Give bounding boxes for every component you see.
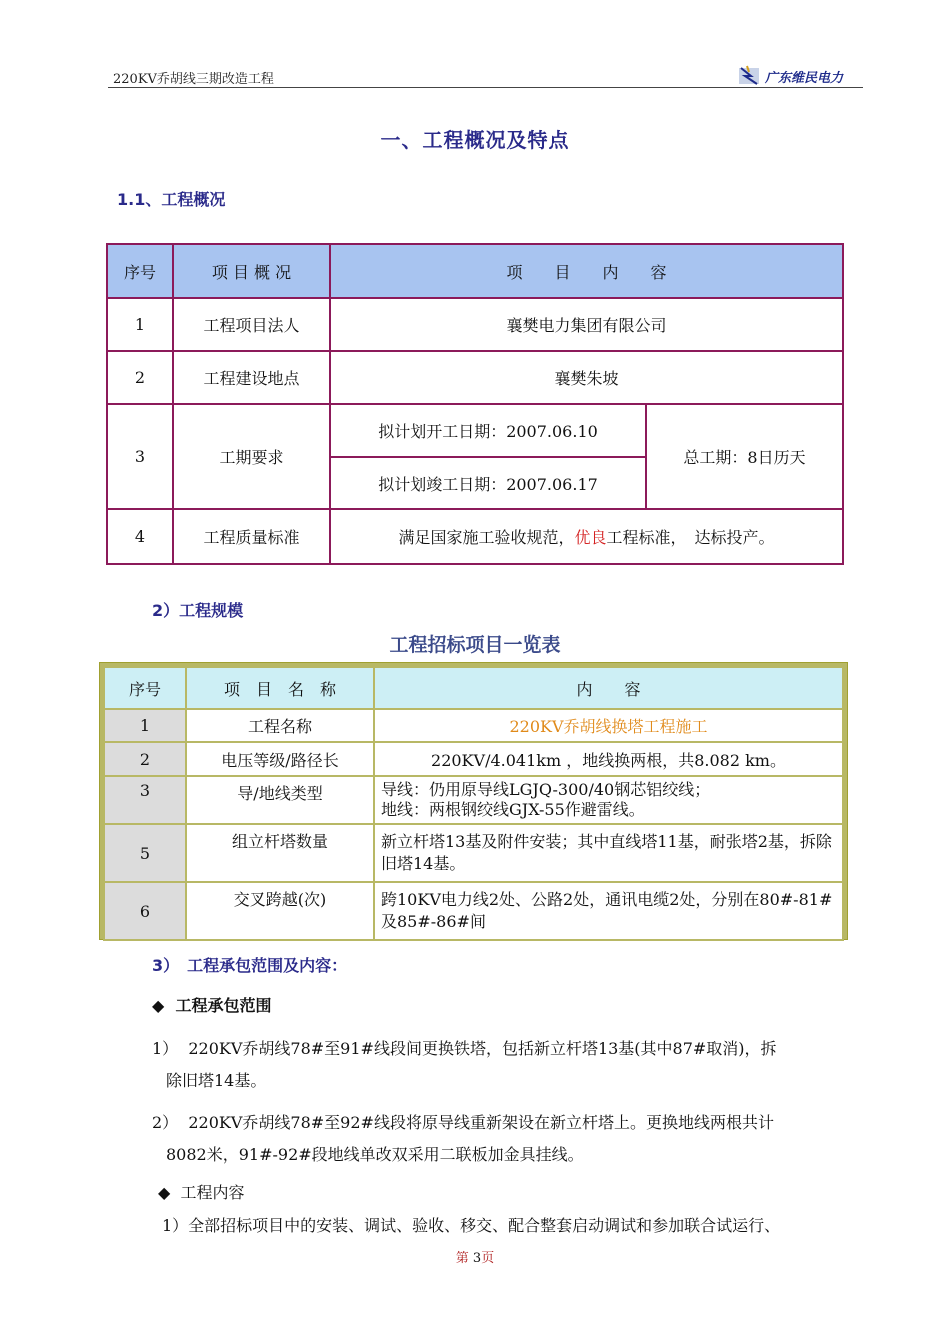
quality-text: 满足国家施工验收规范， (398, 528, 575, 547)
section-title: 一、工程概况及特点 (380, 128, 570, 152)
header-cell: 序号 (107, 244, 173, 298)
logo-lightning-icon (737, 64, 763, 86)
quality-highlight: 优良 (574, 528, 607, 547)
row-name: 组立杆塔数量 (187, 825, 373, 881)
header-cell: 序号 (105, 668, 185, 708)
table-row (105, 825, 842, 881)
row-item: 工程项目法人 (173, 298, 330, 351)
row-content (330, 509, 843, 564)
scope-item (152, 1033, 864, 1097)
row-number: 2 (105, 743, 185, 775)
row-number: 3 (107, 404, 173, 509)
bid-items-table (103, 666, 844, 941)
scope-title: 工程承包范围 (175, 996, 272, 1015)
row-item: 工程建设地点 (173, 351, 330, 404)
scope-heading (152, 993, 271, 1016)
diamond-bullet-icon: ◆ (158, 1183, 171, 1202)
table-row (105, 883, 842, 939)
item-number: 1） (152, 1039, 179, 1058)
item-number: 2） (152, 1113, 179, 1132)
header-divider (108, 87, 863, 88)
content-item: 1）全部招标项目中的安装、调试、验收、移交、配合整套启动调试和参加联合试运行、 (162, 1216, 781, 1235)
item-text: 220KV乔胡线78#至91#线段间更换铁塔，包括新立杆塔13基(其中87#取消)，拆 (188, 1039, 777, 1058)
row-number: 1 (105, 710, 185, 741)
row-name: 工程名称 (187, 710, 373, 741)
row-name: 交叉跨越(次) (187, 883, 373, 939)
start-date: 拟计划开工日期：2007.06.10 (330, 404, 646, 457)
subsection-title: 3） 工程承包范围及内容： (152, 956, 348, 975)
row-item: 工期要求 (173, 404, 330, 509)
table-header-row (105, 668, 842, 708)
item-text-continued: 8082米，91#-92#段地线单改双采用二联板加金具挂线。 (166, 1145, 584, 1164)
table-row (107, 351, 843, 404)
total-duration: 总工期：8日历天 (646, 404, 843, 509)
logo-text: 广东维民电力 (765, 71, 844, 86)
row-content (375, 777, 842, 823)
row-number: 6 (105, 883, 185, 939)
row-name: 导/地线类型 (187, 777, 373, 823)
row-number: 1 (107, 298, 173, 351)
table-row (107, 298, 843, 351)
company-logo (737, 64, 865, 86)
table-header-row (107, 244, 843, 298)
table-row (105, 710, 842, 741)
row-item: 工程质量标准 (173, 509, 330, 564)
header-cell: 内 容 (375, 668, 842, 708)
content-title: 工程内容 (180, 1183, 245, 1202)
row-content: 襄樊电力集团有限公司 (330, 298, 843, 351)
row-content: 跨10KV电力线2处、公路2处，通讯电缆2处，分别在80#-81#及85#-86#间 (375, 883, 842, 939)
row-number: 3 (105, 777, 185, 823)
row-content: 襄樊朱坡 (330, 351, 843, 404)
row-name: 电压等级/路径长 (187, 743, 373, 775)
quality-text: 工程标准， 达标投产。 (606, 528, 775, 547)
content-heading (158, 1180, 245, 1203)
header-cell: 项 目 内 容 (330, 244, 843, 298)
table-row (105, 743, 842, 775)
table-row (107, 404, 843, 457)
document-header-title: 220KV乔胡线三期改造工程 (113, 72, 274, 87)
subsection-title: 2）工程规模 (152, 601, 244, 620)
diamond-bullet-icon: ◆ (152, 996, 165, 1015)
end-date: 拟计划竣工日期：2007.06.17 (330, 457, 646, 509)
item-text: 220KV乔胡线78#至92#线段将原导线重新架设在新立杆塔上。更换地线两根共计 (188, 1113, 774, 1132)
header-cell: 项 目 概 况 (173, 244, 330, 298)
subsection-title: 1.1、工程概况 (117, 190, 226, 209)
project-overview-table (106, 243, 844, 565)
row-content: 220KV/4.041km ，地线换两根，共8.082 km。 (375, 743, 842, 775)
row-content: 新立杆塔13基及附件安装；其中直线塔11基，耐张塔2基，拆除旧塔14基。 (375, 825, 842, 881)
page-footer (0, 1247, 950, 1266)
header-cell: 项 目 名 称 (187, 668, 373, 708)
row-content: 220KV乔胡线换塔工程施工 (375, 710, 842, 741)
table-title: 工程招标项目一览表 (389, 634, 561, 656)
page-suffix: 页 (481, 1251, 495, 1266)
conductor-line: 导线：仍用原导线LGJQ-300/40钢芯铝绞线； (381, 780, 711, 799)
row-number: 4 (107, 509, 173, 564)
table-row (105, 777, 842, 823)
scope-item (152, 1107, 864, 1171)
bid-items-table-frame (99, 662, 848, 940)
row-number: 2 (107, 351, 173, 404)
item-text-continued: 除旧塔14基。 (166, 1071, 267, 1090)
row-number: 5 (105, 825, 185, 881)
page-prefix: 第 (455, 1251, 469, 1266)
page-number: 3 (472, 1251, 482, 1266)
table-row (107, 509, 843, 564)
ground-wire-line: 地线：两根钢绞线GJX-55作避雷线。 (381, 800, 645, 819)
